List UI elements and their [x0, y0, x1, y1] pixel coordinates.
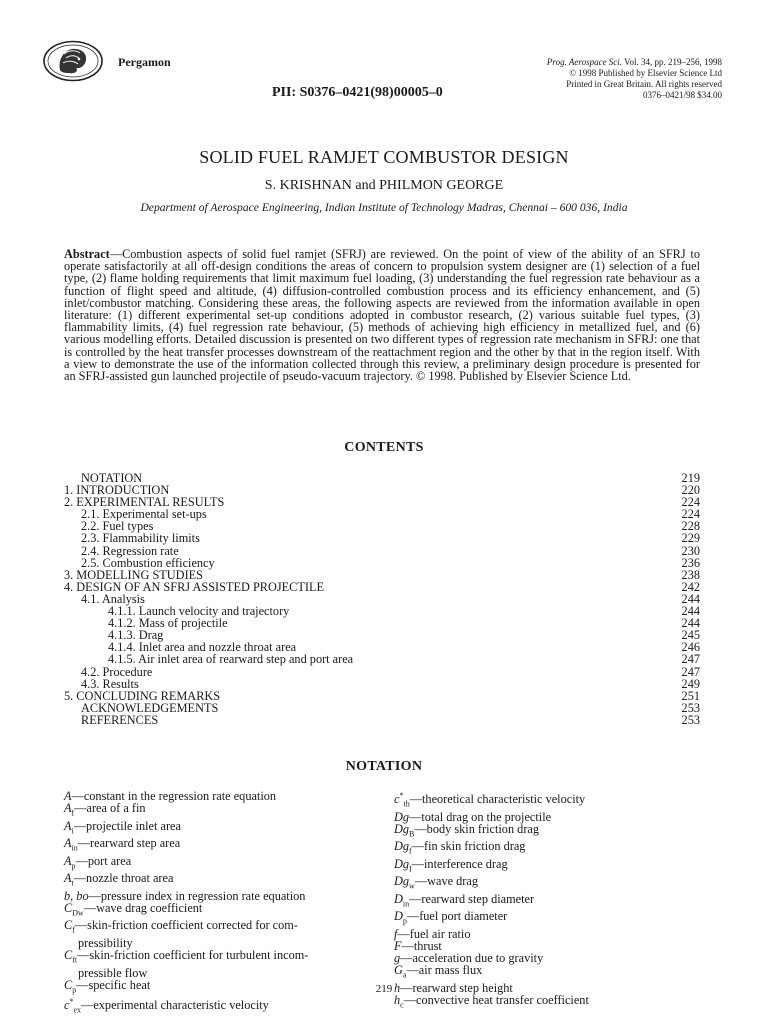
notation-definition-continued: pressible flow: [78, 965, 148, 980]
notation-subscript: p: [71, 861, 76, 871]
notation-symbol: Dg: [394, 856, 410, 871]
toc-label: REFERENCES: [81, 712, 159, 727]
notation-item: [64, 949, 372, 979]
notation-symbol: g: [394, 951, 401, 966]
notation-item: [394, 858, 714, 876]
notation-subscript: ft: [72, 955, 78, 965]
notation-item: [64, 872, 372, 890]
toc-entry: [64, 666, 700, 678]
notation-item: [394, 910, 714, 928]
notation-subscript: a: [402, 970, 407, 980]
notation-item: [64, 820, 372, 838]
toc-page: 244: [681, 591, 700, 606]
toc-label: 4.1. Analysis: [81, 591, 145, 606]
notation-definition: —constant in the regression rate equation: [71, 789, 277, 803]
toc-entry: [64, 653, 700, 665]
notation-item: [64, 802, 372, 820]
notation-subscript: Dw: [72, 908, 84, 918]
notation-subscript: c: [400, 1000, 404, 1010]
notation-subscript: p: [72, 985, 77, 995]
toc-entry: [64, 508, 700, 520]
toc-label: 4.1.3. Drag: [108, 628, 164, 643]
copyright: © 1998 Published by Elsevier Science Ltd: [569, 68, 722, 78]
pii: PII: S0376–0421(98)00005–0: [272, 85, 443, 100]
notation-symbol: Dg: [394, 821, 410, 836]
notation-item: [394, 823, 714, 841]
notation-symbol: A: [64, 789, 72, 803]
notation-definition: —fuel air ratio: [397, 927, 471, 942]
notation-definition: —body skin friction drag: [414, 821, 540, 836]
abstract: [64, 248, 700, 382]
notation-definition: —pressure index in regression rate equation: [88, 888, 306, 903]
notation-subscript: w: [409, 881, 415, 891]
notation-symbol: A: [64, 871, 72, 886]
notation-subscript: I: [409, 864, 412, 874]
toc-page: 253: [681, 712, 700, 727]
notation-definition: —wave drag: [414, 874, 478, 889]
toc-label: 5. CONCLUDING REMARKS: [64, 688, 221, 703]
notation-definition: —rearward step area: [77, 836, 181, 851]
toc-page: 238: [681, 567, 700, 582]
notation-definition: —experimental characteristic velocity: [81, 998, 269, 1013]
notation-symbol: C: [64, 948, 73, 963]
notation-subscript: p: [402, 916, 407, 926]
toc-entry: [64, 714, 700, 726]
toc-entry: [64, 557, 700, 569]
notation-item: [394, 840, 714, 858]
notation-symbol: h: [394, 980, 401, 995]
toc-page: 251: [681, 688, 700, 703]
toc-label: 4.2. Procedure: [81, 664, 153, 679]
notation-definition: —fuel port diameter: [406, 909, 508, 924]
notation-item: [64, 837, 372, 855]
notation-heading: NOTATION: [345, 759, 423, 774]
notation-subscript: f: [409, 846, 412, 856]
notation-item: [394, 928, 714, 940]
toc-page: 249: [681, 676, 700, 691]
citation: Vol. 34, pp. 219–256, 1998: [624, 57, 722, 67]
page-number: 219: [375, 983, 393, 995]
toc-page: 228: [681, 519, 700, 534]
notation-subscript: th: [403, 799, 410, 809]
publisher-name: Pergamon: [118, 55, 171, 69]
notation-definition: —interference drag: [411, 856, 508, 871]
notation-definition: —rearward step height: [400, 980, 513, 995]
notation-subscript: t: [71, 878, 74, 888]
affiliation: Department of Aerospace Engineering, Indian Institute of Technology Madras, Chennai – 600 036, India: [140, 201, 628, 214]
toc-entry: [64, 545, 700, 557]
toc-entry: [64, 532, 700, 544]
toc-entry: [64, 702, 700, 714]
notation-subscript: ex: [73, 1005, 82, 1015]
toc-page: 236: [681, 555, 700, 570]
toc-page: 220: [681, 483, 700, 498]
notation-item: [64, 996, 372, 1017]
notation-symbol: Dg: [394, 809, 410, 824]
notation-right-column: [394, 790, 714, 1011]
abstract-text: —Combustion aspects of solid fuel ramjet (SFRJ) are reviewed. On the point of view of the ability of an SFRJ to operate satisfactorily at all off-design conditions the areas of concern to propulsion system designer are (1) selection of a fuel type, (2) flame holding requirements that limit maximum fuel loading, (3) understanding the fuel regression rate behaviour as a function of flight speed and altitude, (4) diffusion-controlled combustion process and its efficiency enhancement, and (5) inlet/combustor matching. Considering these areas, the following aspects are reviewed from the information available in open literature: (1) different experimental set-up conditions adopted in combustor research, (2) various suitable fuel types, (3) flammability limits, (4) fuel regression rate behaviour, (5) methods of achieving high efficiency in metallized fuel, and (6) various modelling efforts. Detailed discussion is presented on two different types of regression rate mechanism in SFRJ: one that is controlled by the heat transfer processes downstream of the reattachment region and the other by that in the region itself. With a view to demonstrate the use of the information collected through this review, a preliminary design procedure is presented for an SFRJ-assisted gun launched projectile of pseudo-vacuum trajectory. © 1998. Published by Elsevier Science Ltd.: [64, 247, 700, 384]
toc-page: 244: [681, 616, 700, 631]
toc-label: 4.1.4. Inlet area and nozzle throat area: [108, 640, 297, 655]
notation-definition: —specific heat: [76, 977, 151, 992]
notation-item: [394, 875, 714, 893]
abstract-lead: Abstract: [64, 247, 110, 261]
notation-item: [394, 893, 714, 911]
toc-page: 224: [681, 507, 700, 522]
notation-item: [64, 919, 372, 949]
journal-name: Prog. Aerospace Sci.: [546, 57, 623, 67]
toc-label: 2. EXPERIMENTAL RESULTS: [64, 495, 225, 510]
notation-definition: —total drag on the projectile: [409, 809, 552, 824]
notation-item: [64, 855, 372, 873]
toc-label: 2.4. Regression rate: [81, 543, 179, 558]
notation-symbol: G: [394, 963, 403, 978]
toc-entry: [64, 581, 700, 593]
notation-superscript: *: [399, 791, 404, 800]
table-of-contents: [64, 472, 700, 726]
notation-definition-continued: pressibility: [78, 936, 133, 951]
notation-definition: —area of a fin: [74, 801, 146, 816]
issn-price: 0376–0421/98 $34.00: [642, 90, 722, 100]
notation-definition: —port area: [75, 853, 132, 868]
notation-symbol: Dg: [394, 839, 410, 854]
notation-definition: —convective heat transfer coefficient: [403, 992, 589, 1007]
toc-label: 2.2. Fuel types: [81, 519, 154, 534]
notation-definition: —thrust: [401, 939, 442, 954]
toc-label: 2.3. Flammability limits: [81, 531, 200, 546]
notation-symbol: D: [394, 909, 403, 924]
article-title: SOLID FUEL RAMJET COMBUSTOR DESIGN: [199, 147, 569, 167]
toc-page: 224: [681, 495, 700, 510]
toc-label: ACKNOWLEDGEMENTS: [81, 700, 219, 715]
notation-symbol: C: [64, 918, 73, 933]
notation-subscript: B: [409, 829, 415, 839]
notation-item: [64, 902, 372, 920]
notation-subscript: in: [71, 843, 78, 853]
printed-notice: Printed in Great Britain. All rights reserved: [566, 79, 722, 89]
notation-definition: —projectile inlet area: [73, 818, 181, 833]
notation-definition: —air mass flux: [406, 963, 483, 978]
toc-label: 4.1.1. Launch velocity and trajectory: [108, 604, 290, 619]
toc-label: 4.1.2. Mass of projectile: [108, 616, 228, 631]
notation-definition: —theoretical characteristic velocity: [409, 792, 586, 807]
toc-page: 246: [681, 640, 700, 655]
notation-symbol: C: [64, 977, 73, 992]
toc-label: 4.1.5. Air inlet area of rearward step and port area: [108, 652, 354, 667]
toc-label: 3. MODELLING STUDIES: [64, 567, 204, 582]
notation-item: [394, 790, 714, 811]
notation-symbol: c: [394, 792, 400, 807]
notation-item: [394, 964, 714, 982]
toc-page: 253: [681, 700, 700, 715]
notation-symbol: f: [394, 927, 398, 942]
notation-symbol: Dg: [394, 874, 410, 889]
toc-page: 247: [681, 652, 700, 667]
notation-symbol: C: [64, 900, 73, 915]
authors: S. KRISHNAN and PHILMON GEORGE: [264, 178, 504, 193]
toc-page: 229: [681, 531, 700, 546]
notation-symbol: F: [394, 939, 402, 954]
toc-label: 2.1. Experimental set-ups: [81, 507, 207, 522]
toc-page: 219: [681, 471, 700, 485]
notation-symbol: h: [394, 992, 401, 1007]
toc-label: NOTATION: [81, 471, 143, 485]
notation-symbol: A: [64, 853, 72, 868]
notation-subscript: f: [71, 808, 75, 818]
toc-label: 2.5. Combustion efficiency: [81, 555, 215, 570]
notation-symbol: D: [394, 891, 403, 906]
toc-entry: [64, 690, 700, 702]
notation-symbol: A: [64, 818, 72, 833]
contents-heading: CONTENTS: [344, 440, 424, 455]
notation-definition: —rearward step diameter: [409, 891, 535, 906]
toc-page: 242: [681, 579, 700, 594]
notation-definition: —skin-friction coefficient corrected for com-: [74, 918, 298, 933]
toc-page: 244: [681, 604, 700, 619]
pergamon-logo-icon: [42, 40, 104, 82]
notation-definition: —acceleration due to gravity: [400, 951, 544, 966]
toc-label: 4. DESIGN OF AN SFRJ ASSISTED PROJECTILE: [64, 579, 324, 594]
toc-entry: [64, 678, 700, 690]
toc-label: 4.3. Results: [81, 676, 139, 691]
notation-symbol: c: [64, 998, 70, 1013]
toc-page: 245: [681, 628, 700, 643]
citation-block: [547, 57, 722, 101]
notation-item: [394, 994, 714, 1012]
toc-label: 1. INTRODUCTION: [64, 483, 170, 498]
toc-page: 230: [681, 543, 700, 558]
notation-symbol: b, bo: [64, 888, 89, 903]
notation-symbol: A: [64, 836, 72, 851]
notation-definition: —wave drag coefficient: [83, 900, 203, 915]
notation-definition: —fin skin friction drag: [411, 839, 526, 854]
notation-superscript: *: [69, 997, 74, 1007]
notation-subscript: f: [72, 925, 75, 935]
notation-symbol: A: [64, 801, 72, 816]
notation-definition: —skin-friction coefficient for turbulent incom-: [77, 948, 309, 963]
notation-subscript: i: [71, 826, 74, 836]
notation-definition: —nozzle throat area: [73, 871, 174, 886]
toc-page: 247: [681, 664, 700, 679]
notation-subscript: in: [402, 899, 410, 909]
